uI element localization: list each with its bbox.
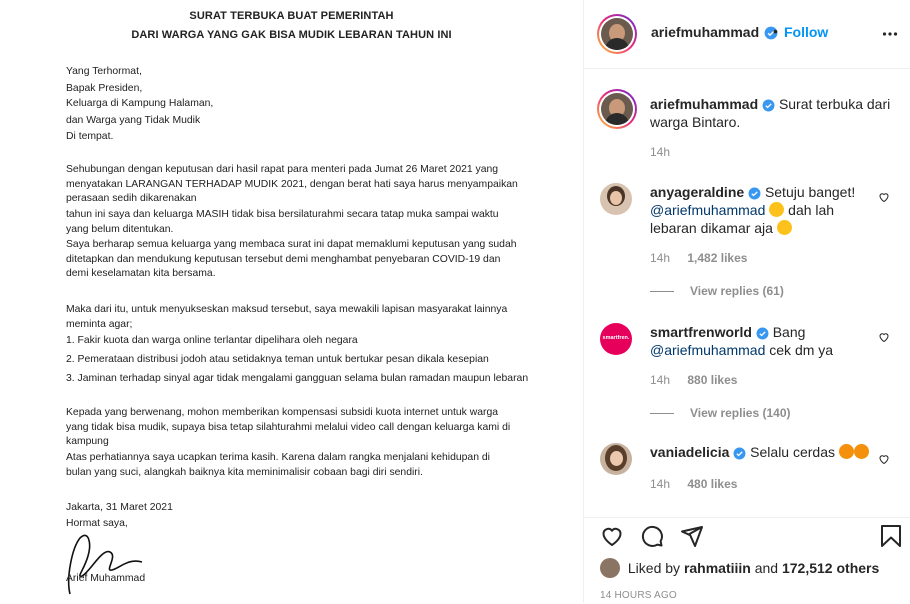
comment-text-block [650,323,870,359]
header-separator: • [773,23,778,39]
comment-item [600,321,900,421]
replies-divider [650,413,674,414]
comment-text-block [650,183,870,237]
follow-button[interactable]: Follow [784,24,829,40]
signature-image [62,528,152,598]
letter-paragraph: tahun ini saya dan keluarga MASIH tidak bisa bersilaturahmi secara tatap muka sampai waktu yang belum ditentukan. [66,209,499,235]
letter-paragraph: Kepada yang berwenang, mohon memberikan kompensasi subsidi kuota internet untuk warga yang tidak bisa mudik, supaya bisa tetap silahturahmi melalui video call dengan keluarga kami di kampung [66,407,511,447]
letter-address-line: Keluarga di Kampung Halaman, [66,98,214,109]
verified-badge-icon [748,187,761,200]
comment-meta [650,477,737,491]
avatar-text: smartfren. [602,335,630,341]
comment-like-heart-icon[interactable] [878,453,890,465]
avatar[interactable] [600,183,632,215]
caption-username[interactable]: ariefmuhammad [650,96,759,112]
view-replies-button[interactable] [650,284,784,298]
comment-meta [650,251,747,265]
post-actions [584,517,910,604]
header-user [651,24,778,42]
comment-mention[interactable]: @ariefmuhammad [650,342,766,358]
more-options-icon[interactable] [882,26,898,42]
comment-like-heart-icon[interactable] [878,331,890,343]
letter-signer: Arief Muhammad [66,573,146,584]
fire-emoji-icon [839,444,854,459]
comment-username[interactable]: smartfrenworld [650,324,752,340]
laughing-emoji-icon [769,202,784,217]
comment-text: Setuju banget! [764,184,856,200]
comment-username[interactable]: anyageraldine [650,184,745,200]
liked-prefix: Liked by [627,560,681,576]
share-icon[interactable] [680,524,704,548]
letter-paragraph: Sehubungan dengan keputusan dari hasil rapat para menteri pada Jumat 26 Maret 2021 yang menyatakan LARANGAN TERHADAP MUDIK 2021, dengan berat hati saya harus menyampaikan perasaan sedih dikarenakan [66,164,518,204]
avatar[interactable] [601,18,633,50]
letter-address-line: Bapak Presiden, [66,83,143,94]
avatar[interactable] [600,323,632,355]
letter-place-date: Jakarta, 31 Maret 2021 [66,502,173,513]
letter-subtitle: DARI WARGA YANG GAK BISA MUDIK LEBARAN TAHUN INI [131,29,452,41]
caption-text-block [650,95,900,131]
comment-mention[interactable]: @ariefmuhammad [650,202,766,218]
caption-text: Surat terbuka dari warga Bintaro. [650,96,891,130]
fire-emoji-icon [854,444,869,459]
letter-address-line: Yang Terhormat, [66,66,142,77]
story-ring[interactable] [597,14,637,54]
comment-likes[interactable]: 1,482 likes [687,251,748,265]
comment-item [600,181,900,301]
comment-time[interactable]: 14h [650,477,671,491]
comment-text: cek dm ya [769,342,834,358]
letter-closing: Hormat saya, [66,518,128,529]
header-username[interactable]: ariefmuhammad [651,24,760,40]
view-replies-label[interactable]: View replies (61) [690,284,784,298]
replies-divider [650,291,674,292]
tongue-emoji-icon [777,220,792,235]
post-time-ago[interactable]: 14 HOURS AGO [600,590,677,601]
comment-item [600,443,900,513]
comment-text: dah lah lebaran dikamar aja [650,202,835,236]
letter-list-item: 2. Pemerataan distribusi jodoh atau setidaknya teman untuk bertukar pesan dikala kesepian [66,354,489,365]
letter-paragraph: Maka dari itu, untuk menyukseskan maksud tersebut, saya mewakili lapisan masyarakat lainnya meminta agar; [66,304,508,330]
comment-text-block [650,443,870,461]
verified-badge-icon [733,447,746,460]
letter-list-item: 3. Jaminan terhadap sinyal agar tidak mengalami gangguan selama bulan ramadan maupun lebaran [66,373,529,384]
like-heart-icon[interactable] [600,524,624,548]
verified-badge-icon [762,99,775,112]
comment-text: Bang [772,324,806,340]
liked-others[interactable]: 172,512 others [781,560,880,576]
letter-address-line: dan Warga yang Tidak Mudik [66,115,201,126]
liked-and: and [754,560,779,576]
comment-like-heart-icon[interactable] [878,191,890,203]
letter-list-item: 1. Fakir kuota dan warga online terlantar dipelihara oleh negara [66,335,358,346]
comment-likes[interactable]: 880 likes [687,373,738,387]
comment-time[interactable]: 14h [650,251,671,265]
comment-meta [650,373,737,387]
letter-paragraph: Saya berharap semua keluarga yang membaca surat ini dapat memaklumi keputusan yang sudah ditetapkan dan mendukung keputusan tersebut demi menghambat penyebaran COVID-19 dan demi keselamatan kita bersama. [66,239,517,279]
letter-paragraph: Atas perhatiannya saya ucapkan terima kasih. Karena dalam rangka menjalani kehidupan di bulan yang suci, alangkah baiknya kita meminimalisir cobaan bagi diri sendiri. [66,452,490,478]
avatar[interactable] [601,93,633,125]
comment-text: Selalu cerdas [750,444,835,460]
liker-avatar[interactable] [600,558,620,578]
letter-title: SURAT TERBUKA BUAT PEMERINTAH [189,10,394,22]
comment-icon[interactable] [640,524,664,548]
comment-likes[interactable]: 480 likes [687,477,738,491]
comments-list[interactable] [584,69,910,517]
view-replies-button[interactable] [650,406,791,420]
comment-username[interactable]: vaniadelicia [650,444,730,460]
avatar[interactable] [600,443,632,475]
story-ring[interactable] [597,89,637,129]
comment-time[interactable]: 14h [650,373,671,387]
likes-summary [600,558,879,578]
liked-user[interactable]: rahmatiiin [683,560,751,576]
verified-badge-icon [756,327,769,340]
save-bookmark-icon[interactable] [880,524,902,548]
caption [600,89,900,169]
post-header [584,0,910,69]
post-sidebar [584,0,910,603]
view-replies-label[interactable]: View replies (140) [690,406,791,420]
letter-address-line: Di tempat. [66,131,114,142]
caption-time[interactable]: 14h [650,145,671,159]
